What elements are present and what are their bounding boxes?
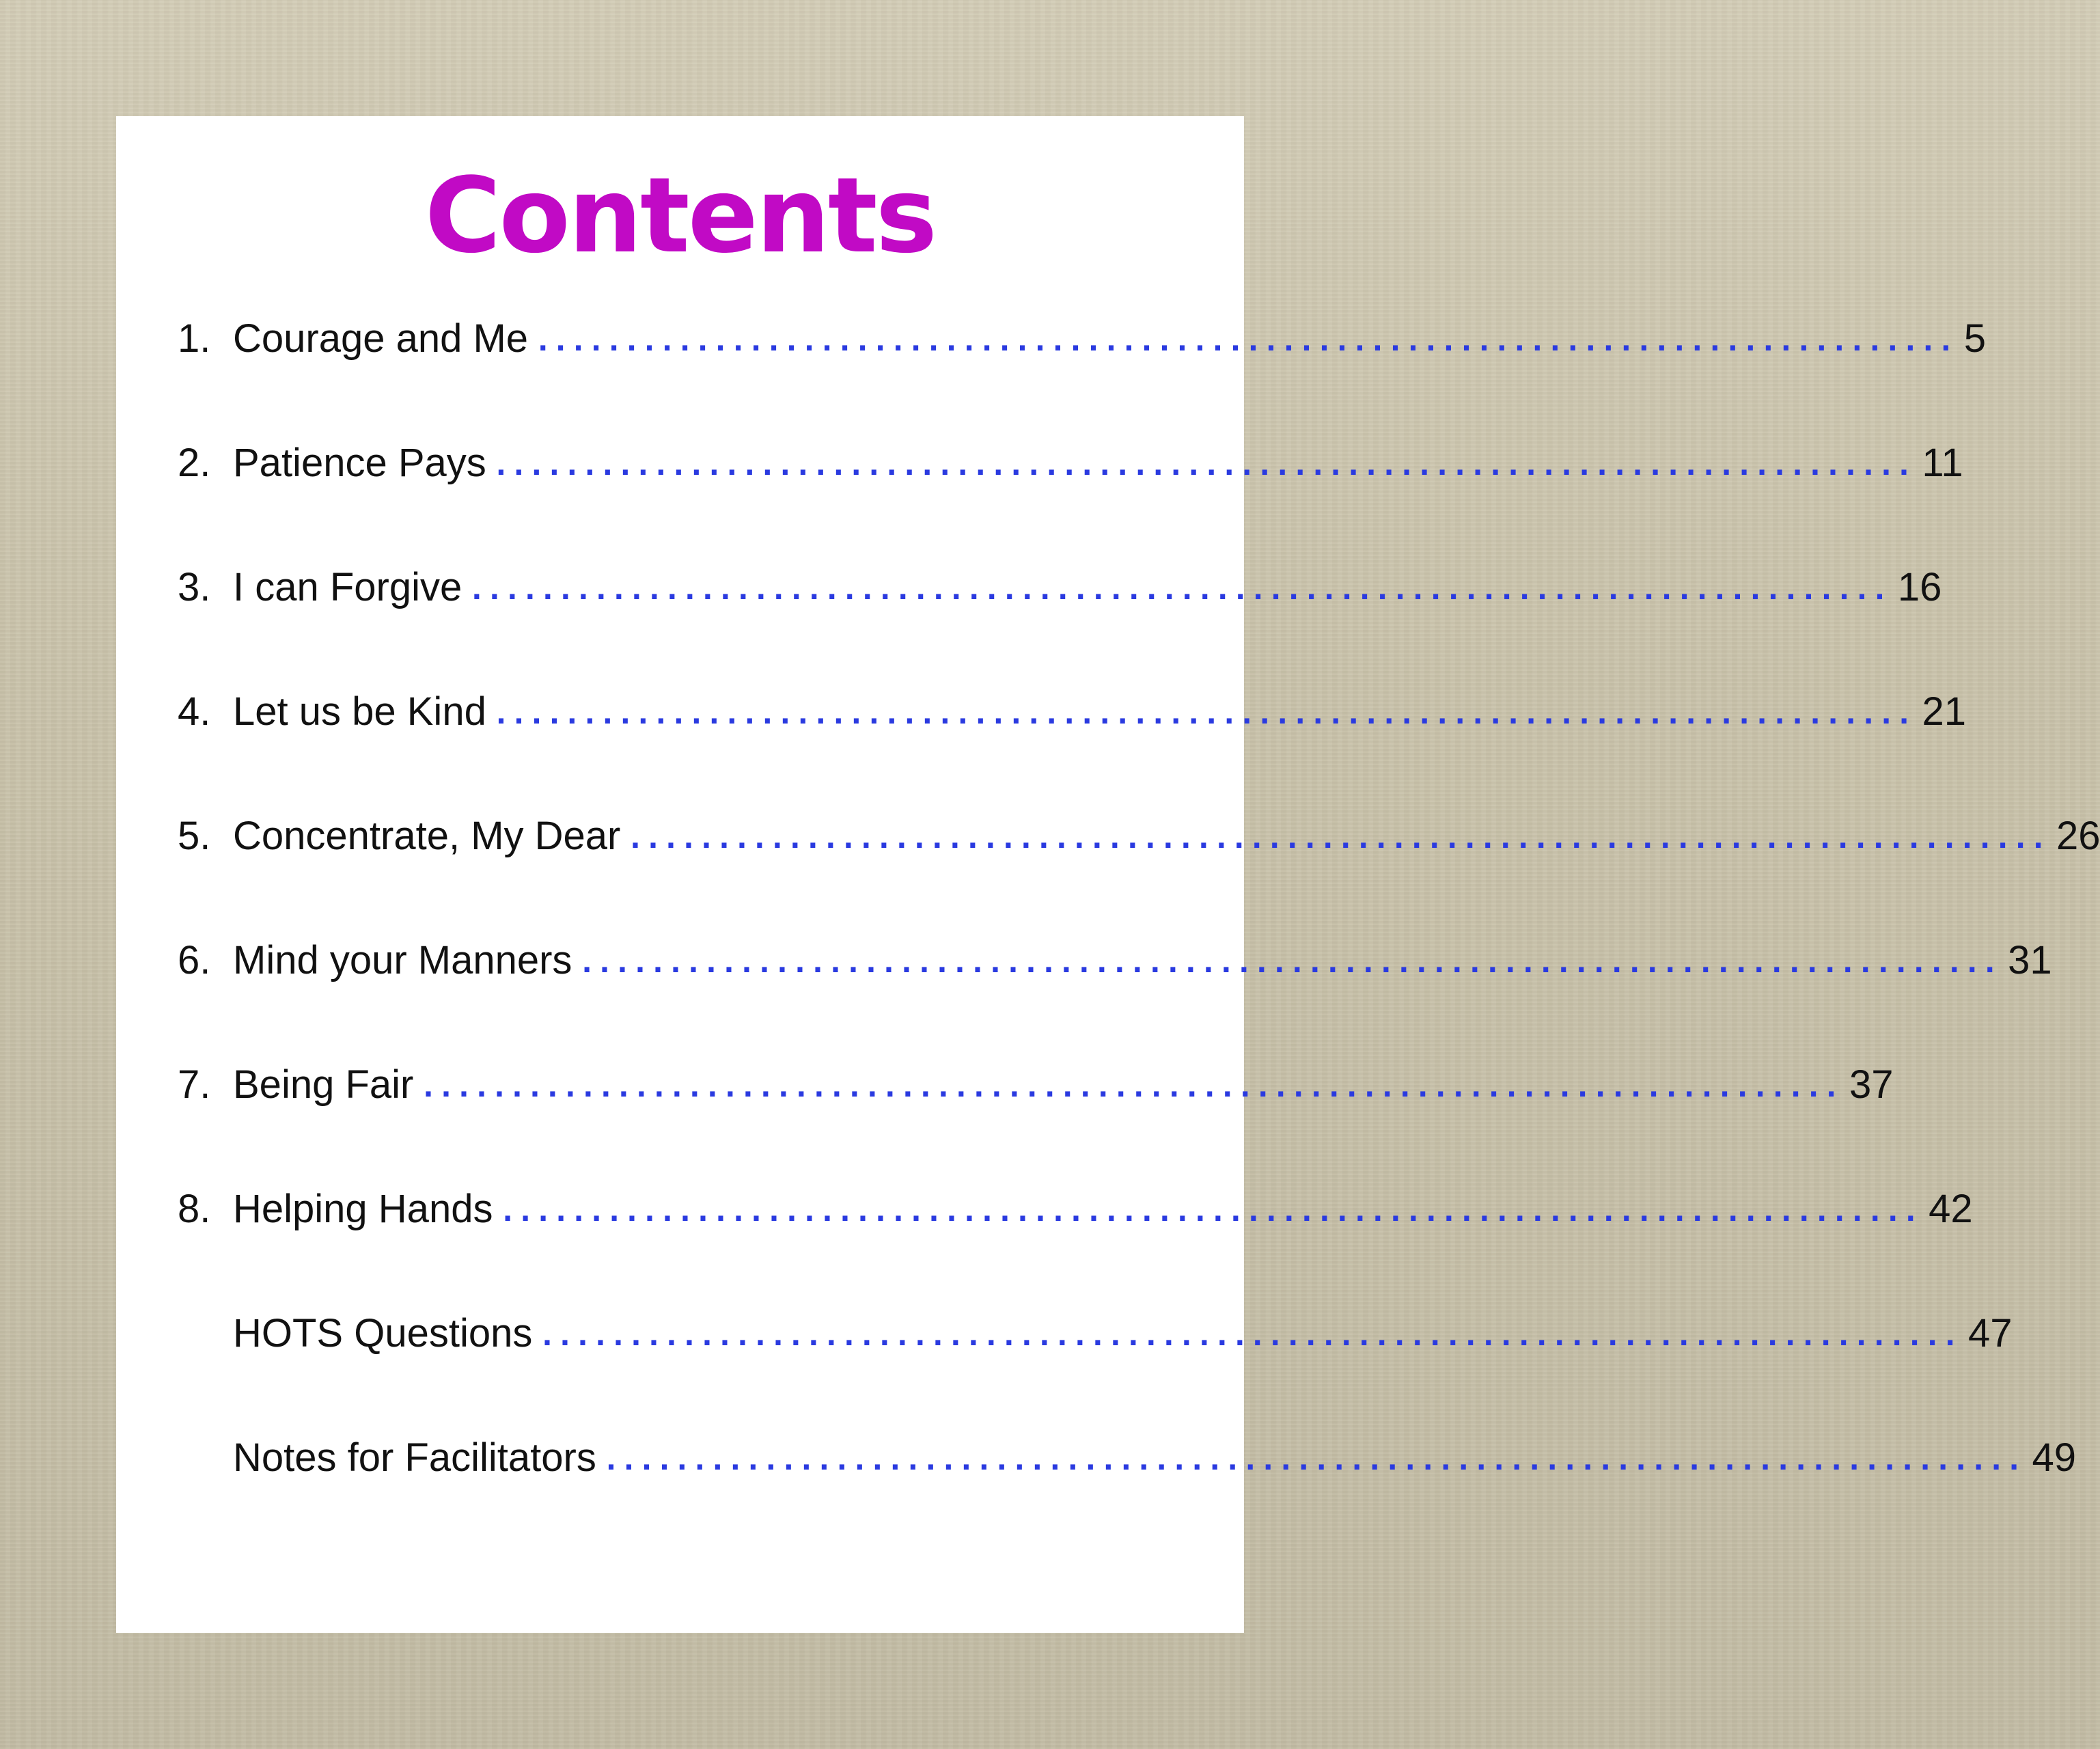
toc-entry-title: Being Fair <box>233 1062 414 1107</box>
toc-entry-number: 2. <box>178 441 211 485</box>
toc-entry-page: 47 <box>1968 1311 2013 1355</box>
toc-entry-number: 5. <box>178 814 211 858</box>
toc-entry-page: 5 <box>1963 316 1986 361</box>
toc-dot-leader: ................................................................................ <box>423 1072 1844 1103</box>
toc-entry-number: 6. <box>178 938 211 982</box>
toc-entry-title: I can Forgive <box>233 565 462 609</box>
toc-entry <box>178 1062 1894 1186</box>
toc-entry-page: 37 <box>1849 1062 1894 1107</box>
contents-page <box>116 116 2100 1633</box>
toc-entry-page: 31 <box>2008 938 2052 982</box>
toc-entry-title: Helping Hands <box>233 1187 493 1231</box>
toc-entry <box>178 316 1986 440</box>
toc-dot-leader: ................................................................................ <box>605 1445 2027 1476</box>
table-of-contents <box>178 316 2100 1559</box>
toc-entry-title: Mind your Manners <box>233 938 572 982</box>
toc-entry <box>178 813 2100 937</box>
toc-entry-number: 1. <box>178 316 211 361</box>
toc-entry <box>178 1435 2076 1559</box>
page-title: Contents <box>424 155 936 276</box>
toc-entry-title: Courage and Me <box>233 316 529 361</box>
toc-entry-page: 42 <box>1929 1187 1973 1231</box>
toc-entry-page: 11 <box>1922 441 1963 485</box>
toc-entry <box>178 1310 2013 1435</box>
toc-entry-page: 21 <box>1922 689 1966 734</box>
toc-dot-leader: ................................................................................ <box>630 823 2051 855</box>
toc-entry-number: 3. <box>178 565 211 609</box>
toc-dot-leader: ................................................................................ <box>502 1196 1924 1228</box>
toc-entry-page: 26 <box>2056 814 2100 858</box>
toc-entry <box>178 440 1963 564</box>
toc-entry-title: Notes for Facilitators <box>233 1435 596 1480</box>
toc-dot-leader: ................................................................................ <box>538 326 1959 357</box>
toc-entry <box>178 937 2052 1062</box>
toc-dot-leader: ................................................................................ <box>495 699 1917 730</box>
toc-entry <box>178 689 1966 813</box>
toc-entry-page: 49 <box>2032 1435 2076 1480</box>
toc-entry <box>178 564 1942 689</box>
toc-dot-leader: ................................................................................ <box>495 450 1917 482</box>
toc-entry-title: Let us be Kind <box>233 689 486 734</box>
toc-entry-page: 16 <box>1897 565 1942 609</box>
toc-dot-leader: ................................................................................ <box>581 948 2003 979</box>
toc-entry-title: Patience Pays <box>233 441 486 485</box>
toc-entry-number: 4. <box>178 689 211 734</box>
toc-entry <box>178 1186 1973 1310</box>
toc-entry-number: 7. <box>178 1062 211 1107</box>
toc-entry-number: 8. <box>178 1187 211 1231</box>
toc-entry-title: HOTS Questions <box>233 1311 533 1355</box>
toc-dot-leader: ................................................................................ <box>471 575 1892 606</box>
toc-dot-leader: ................................................................................ <box>542 1321 1963 1352</box>
toc-entry-title: Concentrate, My Dear <box>233 814 621 858</box>
